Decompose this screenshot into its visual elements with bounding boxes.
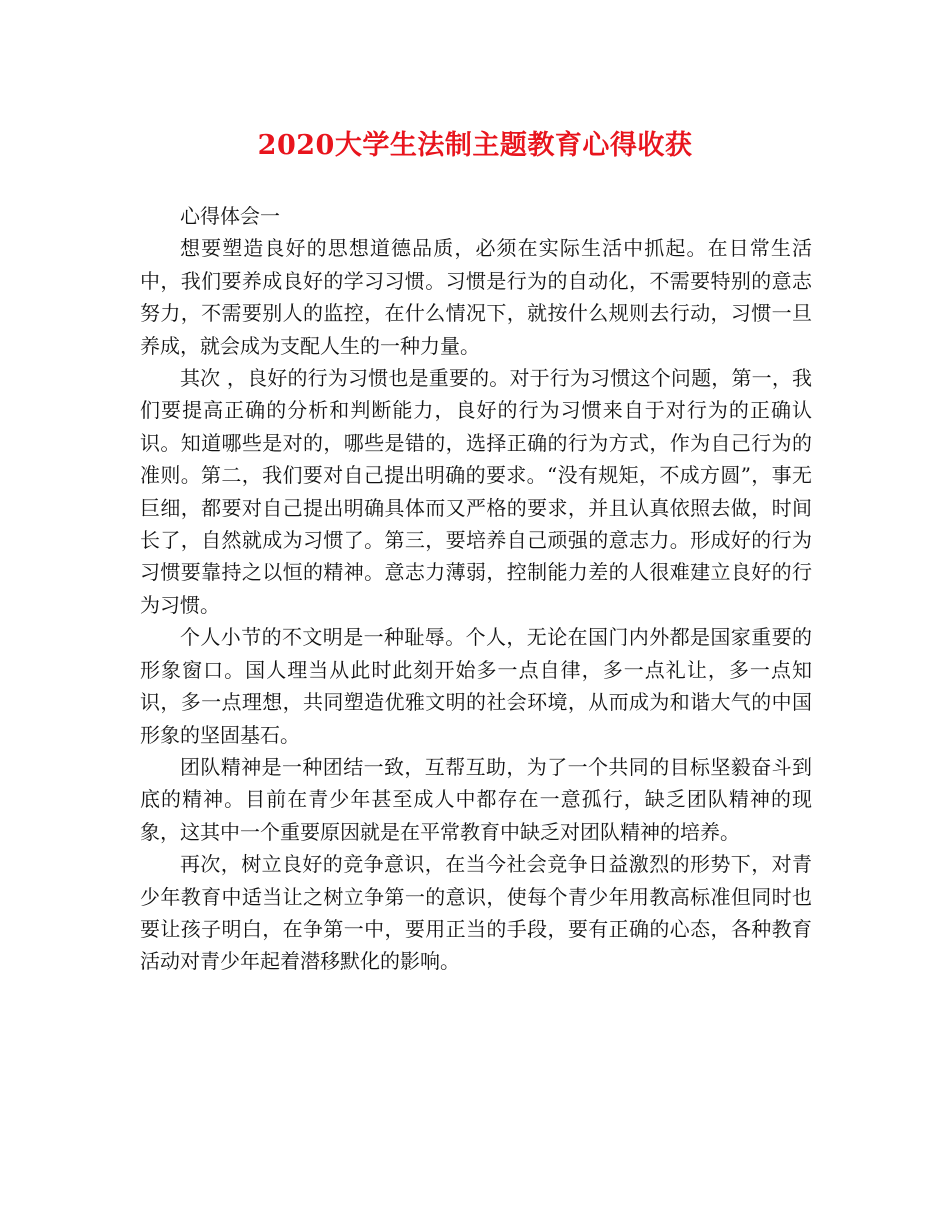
document-body xyxy=(140,200,812,978)
paragraph-1: 想要塑造良好的思想道德品质，必须在实际生活中抓起。在日常生活中，我们要养成良好的学习习惯。习惯是行为的自动化，不需要特别的意志努力，不需要别人的监控，在什么情况下，就按什么规则去行动，习惯一旦养成，就会成为支配人生的一种力量。 xyxy=(140,236,812,358)
section-heading: 心得体会一 xyxy=(180,204,280,228)
paragraph-2: 其次 ，良好的行为习惯也是重要的。对于行为习惯这个问题，第一，我们要提高正确的分析和判断能力，良好的行为习惯来自于对行为的正确认识。知道哪些是对的，哪些是错的，选择正确的行为方式，作为自己行为的准则。第二，我们要对自己提出明确的要求。“没有规矩，不成方圆”，事无巨细，都要对自己提出明确具体而又严格的要求，并且认真依照去做，时间长了，自然就成为习惯了。第三，要培养自己顽强的意志力。形成好的行为习惯要靠持之以恒的精神。意志力薄弱，控制能力差的人很难建立良好的行为习惯。 xyxy=(140,366,812,617)
paragraph-4: 团队精神是一种团结一致，互帮互助，为了一个共同的目标坚毅奋斗到底的精神。目前在青少年甚至成人中都存在一意孤行，缺乏团队精神的现象，这其中一个重要原因就是在平常教育中缺乏对团队精神的培养。 xyxy=(140,754,812,844)
paragraph-3: 个人小节的不文明是一种耻辱。个人，无论在国门内外都是国家重要的形象窗口。国人理当从此时此刻开始多一点自律，多一点礼让，多一点知识，多一点理想，共同塑造优雅文明的社会环境，从而成为和谐大气的中国形象的坚固基石。 xyxy=(140,625,812,747)
document-title: 2020大学生法制主题教育心得收获 xyxy=(257,130,693,161)
paragraph-5: 再次，树立良好的竞争意识，在当今社会竞争日益激烈的形势下，对青少年教育中适当让之树立争第一的意识，使每个青少年用教高标准但同时也要让孩子明白，在争第一中，要用正当的手段，要有正确的心态，各种教育活动对青少年起着潜移默化的影响。 xyxy=(140,852,812,974)
